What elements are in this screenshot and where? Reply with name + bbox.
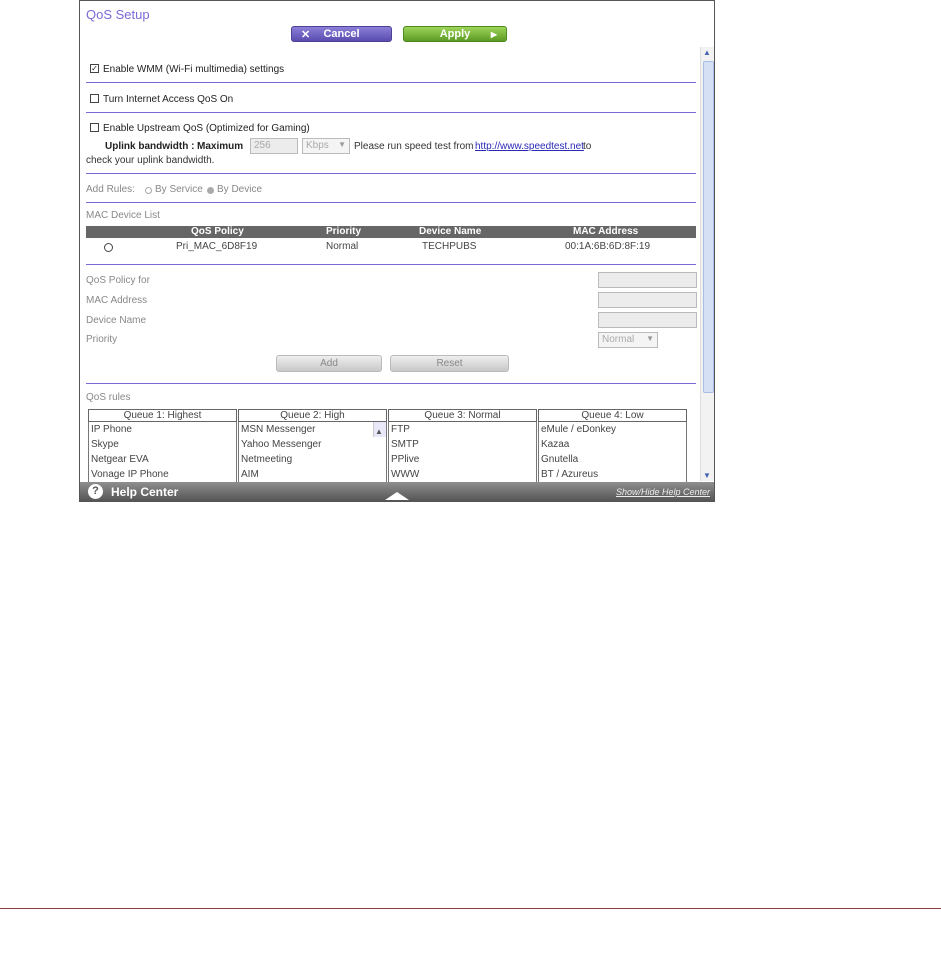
list-item[interactable]: Vonage IP Phone — [91, 469, 169, 480]
row-select-radio[interactable] — [104, 243, 113, 252]
divider — [86, 82, 696, 83]
column-header-qos-policy: QoS Policy — [191, 226, 244, 237]
reset-button[interactable] — [390, 355, 509, 372]
expand-arrow-icon[interactable] — [385, 492, 409, 500]
row-qos-policy: Pri_MAC_6D8F19 — [176, 241, 258, 252]
arrow-right-icon: ▶ — [490, 29, 497, 39]
upstream-qos-label: Enable Upstream QoS (Optimized for Gaming) — [103, 123, 310, 134]
list-item[interactable]: Skype — [91, 439, 119, 450]
internet-qos-checkbox[interactable] — [90, 94, 99, 103]
show-hide-help-link[interactable]: Show/Hide Help Center — [615, 487, 710, 497]
mac-device-list-title: MAC Device List — [86, 210, 160, 221]
list-item[interactable]: MSN Messenger — [241, 424, 316, 435]
qos-rules-title: QoS rules — [86, 392, 131, 403]
speedtest-link[interactable]: http://www.speedtest.net — [475, 141, 584, 152]
list-item[interactable]: PPlive — [391, 454, 420, 465]
queue-2-column — [238, 409, 387, 484]
priority-value: Normal — [602, 334, 635, 345]
queue-1-column — [88, 409, 237, 484]
row-device-name: TECHPUBS — [422, 241, 477, 252]
list-item[interactable]: AIM — [241, 469, 259, 480]
queue-3-list[interactable] — [388, 422, 537, 484]
uplink-unit-select[interactable] — [302, 138, 350, 154]
chevron-down-icon: ▼ — [338, 140, 346, 149]
qos-policy-input[interactable] — [598, 272, 697, 288]
uplink-bandwidth-label: Uplink bandwidth : — [105, 141, 195, 152]
queue-4-header: Queue 4: Low — [538, 409, 687, 422]
by-device-radio[interactable] — [207, 187, 214, 194]
queue-3-header: Queue 3: Normal — [388, 409, 537, 422]
list-item[interactable]: Yahoo Messenger — [241, 439, 322, 450]
help-center-label: Help Center — [111, 485, 179, 499]
scroll-up-icon[interactable]: ▲ — [703, 48, 711, 57]
apply-button[interactable] — [403, 26, 507, 42]
cancel-label: Cancel — [323, 28, 360, 40]
list-item[interactable]: eMule / eDonkey — [541, 424, 617, 435]
device-name-input[interactable] — [598, 312, 697, 328]
add-label: Add — [320, 358, 338, 369]
footer-divider — [0, 908, 941, 909]
cancel-button[interactable] — [291, 26, 392, 42]
help-icon[interactable]: ? — [88, 484, 103, 499]
divider — [86, 112, 696, 113]
table-row[interactable] — [86, 241, 696, 255]
by-service-label: By Service — [155, 184, 203, 195]
internet-qos-label: Turn Internet Access QoS On — [103, 94, 234, 105]
row-mac-address: 00:1A:6B:6D:8F:19 — [565, 241, 651, 252]
scrollbar-thumb[interactable] — [703, 61, 714, 393]
queue-3-column — [388, 409, 537, 484]
column-header-priority: Priority — [326, 226, 362, 237]
speed-test-to: to — [583, 141, 592, 152]
uplink-unit-value: Kbps — [306, 140, 329, 151]
list-item[interactable]: IP Phone — [91, 424, 132, 435]
device-name-label: Device Name — [86, 315, 147, 326]
divider — [86, 202, 696, 203]
list-item[interactable]: Netgear EVA — [91, 454, 149, 465]
list-item[interactable]: SMTP — [391, 439, 419, 450]
by-service-radio[interactable] — [145, 187, 152, 194]
speed-test-text: Please run speed test from — [354, 141, 474, 152]
list-item[interactable]: FTP — [391, 424, 410, 435]
queue-1-list[interactable] — [88, 422, 237, 484]
by-device-label: By Device — [217, 184, 263, 195]
list-item[interactable]: WWW — [391, 469, 420, 480]
mac-address-input[interactable] — [598, 292, 697, 308]
qos-policy-for-label: QoS Policy for — [86, 275, 150, 286]
add-rules-label: Add Rules: — [86, 184, 135, 195]
wmm-checkbox[interactable]: ✓ — [91, 64, 98, 73]
list-item[interactable]: BT / Azureus — [541, 469, 599, 480]
router-window — [79, 0, 715, 502]
queue-2-header: Queue 2: High — [238, 409, 387, 422]
column-header-device-name: Device Name — [419, 226, 482, 237]
upstream-qos-checkbox[interactable] — [90, 123, 99, 132]
priority-select[interactable] — [598, 332, 658, 348]
row-priority: Normal — [326, 241, 359, 252]
queue-4-column — [538, 409, 687, 484]
divider — [86, 173, 696, 174]
queue-4-list[interactable] — [538, 422, 687, 484]
list-item[interactable]: Kazaa — [541, 439, 570, 450]
page-title: QoS Setup — [86, 7, 150, 22]
list-item[interactable]: Netmeeting — [241, 454, 293, 465]
close-icon: ✕ — [301, 28, 311, 41]
check-uplink-text: check your uplink bandwidth. — [86, 155, 215, 166]
chevron-down-icon: ▼ — [646, 334, 654, 343]
column-header-mac-address: MAC Address — [573, 226, 639, 237]
divider — [86, 383, 696, 384]
queue-2-scrollbar[interactable] — [373, 422, 386, 437]
maximum-label: Maximum — [197, 141, 244, 152]
list-item[interactable]: Gnutella — [541, 454, 579, 465]
priority-label: Priority — [86, 334, 118, 345]
divider — [86, 264, 696, 265]
wmm-label: Enable WMM (Wi-Fi multimedia) settings — [103, 64, 285, 75]
reset-label: Reset — [436, 358, 463, 369]
mac-address-label: MAC Address — [86, 295, 148, 306]
uplink-bandwidth-input[interactable]: 256 — [250, 138, 298, 154]
queue-1-header: Queue 1: Highest — [88, 409, 237, 422]
mac-table-header — [86, 226, 696, 238]
apply-label: Apply — [439, 28, 471, 40]
page-scrollbar[interactable] — [700, 47, 715, 481]
scroll-down-icon[interactable]: ▼ — [703, 471, 711, 480]
add-button[interactable] — [276, 355, 382, 372]
scroll-up-icon[interactable]: ▲ — [375, 427, 383, 436]
queue-2-list[interactable] — [238, 422, 387, 484]
help-center-bar — [80, 482, 714, 501]
